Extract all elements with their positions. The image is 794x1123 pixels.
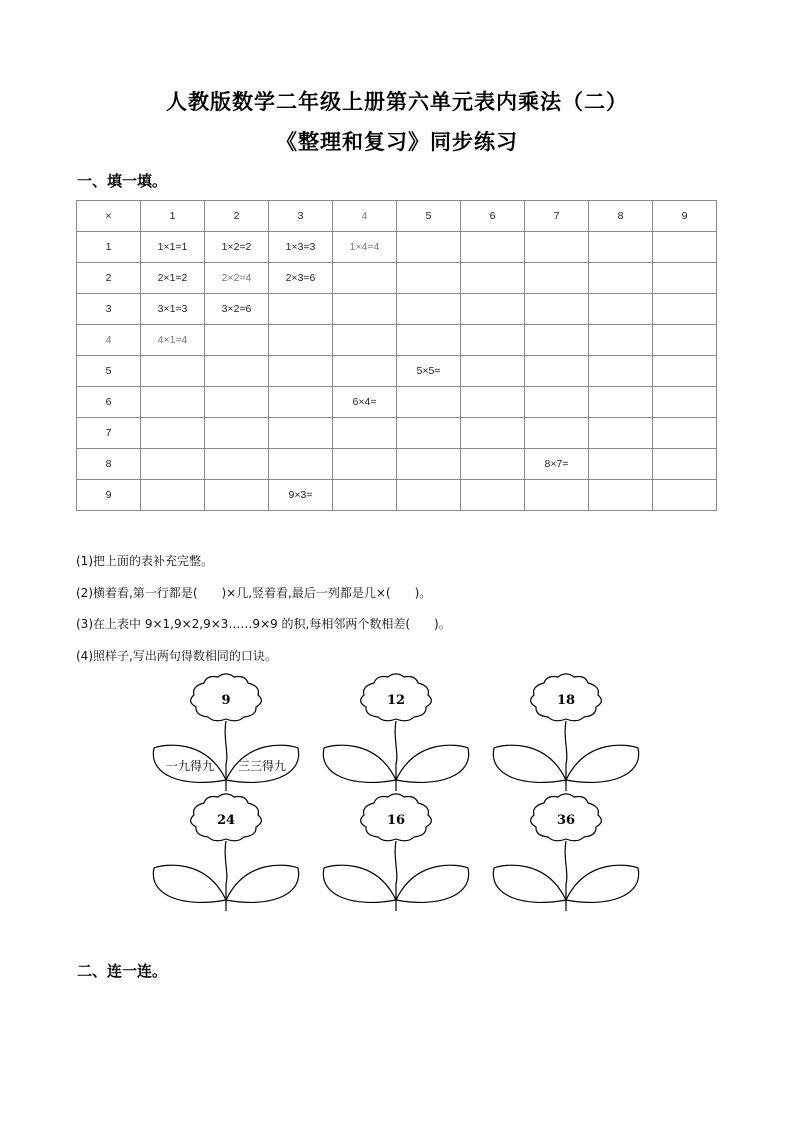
table-cell: [461, 263, 525, 294]
table-cell: [333, 294, 397, 325]
table-cell: [589, 449, 653, 480]
question-1: (1)把上面的表补充完整。: [76, 554, 213, 568]
flower-diagrams: [0, 670, 794, 920]
header-cell: 7: [525, 201, 589, 232]
table-cell: 9×3=: [269, 480, 333, 511]
table-cell: [461, 325, 525, 356]
table-cell: 2×1=2: [141, 263, 205, 294]
table-cell: [269, 356, 333, 387]
table-cell: [589, 325, 653, 356]
row-label-cell: 2: [77, 263, 141, 294]
table-cell: [653, 263, 717, 294]
right-leaf: [566, 745, 639, 782]
right-leaf: [566, 865, 639, 902]
table-cell: [653, 449, 717, 480]
table-cell: [397, 263, 461, 294]
header-cell: 5: [397, 201, 461, 232]
question-3: (3)在上表中 9×1,9×2,9×3……9×9 的积,每相邻两个数相差( )。: [76, 617, 451, 631]
table-cell: [653, 418, 717, 449]
table-cell: [269, 449, 333, 480]
question-4: (4)照样子,写出两句得数相同的口诀。: [76, 649, 277, 663]
left-leaf-text: 一九得九: [165, 759, 215, 773]
table-cell: [397, 387, 461, 418]
right-leaf: [226, 865, 299, 902]
table-cell: [653, 480, 717, 511]
flower: [493, 794, 638, 911]
row-label-cell: 5: [77, 356, 141, 387]
table-cell: [589, 356, 653, 387]
table-row: [77, 387, 717, 418]
table-cell: [333, 449, 397, 480]
question-2: (2)横着看,第一行都是( )×几,竖着看,最后一列都是几×( )。: [76, 586, 432, 600]
table-cell: [461, 232, 525, 263]
table-cell: [397, 294, 461, 325]
table-cell: [333, 263, 397, 294]
table-cell: [205, 418, 269, 449]
table-cell: 1×2=2: [205, 232, 269, 263]
flower-number: 18: [556, 693, 576, 708]
table-cell: [589, 263, 653, 294]
section-heading-fill-in: 一、填一填。: [77, 172, 168, 190]
table-cell: [141, 387, 205, 418]
flower-number: 12: [386, 693, 406, 708]
table-row: [77, 263, 717, 294]
table-header-row: [77, 201, 717, 232]
table-cell: [525, 325, 589, 356]
table-cell: 2×3=6: [269, 263, 333, 294]
table-row: [77, 232, 717, 263]
table-cell: [333, 325, 397, 356]
table-cell: [525, 232, 589, 263]
header-cell: 3: [269, 201, 333, 232]
table-cell: [397, 449, 461, 480]
left-leaf: [323, 745, 396, 782]
table-cell: [589, 232, 653, 263]
table-cell: 1×1=1: [141, 232, 205, 263]
right-leaf: [396, 745, 469, 782]
table-cell: [653, 387, 717, 418]
table-cell: [653, 232, 717, 263]
left-leaf: [323, 865, 396, 902]
table-cell: [205, 356, 269, 387]
table-cell: 3×1=3: [141, 294, 205, 325]
table-cell: [589, 387, 653, 418]
header-cell: 2: [205, 201, 269, 232]
table-cell: [269, 294, 333, 325]
table-cell: 1×4=4: [333, 232, 397, 263]
table-cell: 1×3=3: [269, 232, 333, 263]
table-cell: [525, 356, 589, 387]
table-cell: [589, 418, 653, 449]
table-cell: [653, 294, 717, 325]
right-leaf: [396, 865, 469, 902]
table-cell: [461, 418, 525, 449]
table-cell: [525, 263, 589, 294]
flower-number: 16: [386, 813, 406, 828]
flower: [153, 794, 298, 911]
table-row: [77, 480, 717, 511]
table-cell: [397, 232, 461, 263]
table-cell: [461, 387, 525, 418]
table-cell: [461, 294, 525, 325]
table-cell: [333, 418, 397, 449]
worksheet-title: 人教版数学二年级上册第六单元表内乘法（二）: [166, 89, 628, 114]
table-cell: 3×2=6: [205, 294, 269, 325]
header-cell: ×: [77, 201, 141, 232]
header-cell: 6: [461, 201, 525, 232]
header-cell: 4: [333, 201, 397, 232]
table-cell: 4×1=4: [141, 325, 205, 356]
header-cell: 1: [141, 201, 205, 232]
table-cell: [461, 356, 525, 387]
table-cell: [653, 356, 717, 387]
table-cell: [205, 325, 269, 356]
flower: [493, 674, 638, 791]
table-cell: [269, 418, 333, 449]
table-cell: [141, 449, 205, 480]
table-row: [77, 325, 717, 356]
table-cell: [141, 480, 205, 511]
table-cell: [397, 480, 461, 511]
header-cell: 8: [589, 201, 653, 232]
table-cell: [525, 387, 589, 418]
row-label-cell: 1: [77, 232, 141, 263]
table-cell: [461, 449, 525, 480]
row-label-cell: 4: [77, 325, 141, 356]
table-cell: [333, 356, 397, 387]
table-cell: [205, 387, 269, 418]
flower: [323, 794, 468, 911]
table-cell: [589, 294, 653, 325]
flower: [153, 674, 298, 791]
header-cell: 9: [653, 201, 717, 232]
table-cell: [397, 418, 461, 449]
row-label-cell: 7: [77, 418, 141, 449]
table-row: [77, 294, 717, 325]
left-leaf: [153, 865, 226, 902]
row-label-cell: 8: [77, 449, 141, 480]
section-heading-matching: 二、连一连。: [77, 962, 168, 980]
table-cell: [333, 480, 397, 511]
worksheet-subtitle: 《整理和复习》同步练习: [276, 129, 518, 154]
table-cell: 2×2=4: [205, 263, 269, 294]
flower-number: 36: [556, 813, 576, 828]
table-cell: 8×7=: [525, 449, 589, 480]
table-cell: [269, 325, 333, 356]
left-leaf: [493, 865, 566, 902]
flower: [323, 674, 468, 791]
table-row: [77, 449, 717, 480]
table-cell: 5×5=: [397, 356, 461, 387]
table-cell: [205, 449, 269, 480]
right-leaf-text: 三三得九: [237, 759, 287, 773]
table-cell: [205, 480, 269, 511]
row-label-cell: 6: [77, 387, 141, 418]
table-cell: [461, 480, 525, 511]
table-row: [77, 418, 717, 449]
table-cell: [525, 294, 589, 325]
table-cell: [525, 418, 589, 449]
table-cell: [525, 480, 589, 511]
table-cell: [397, 325, 461, 356]
multiplication-table: [76, 200, 717, 511]
flower-number: 24: [216, 813, 236, 828]
left-leaf: [493, 745, 566, 782]
row-label-cell: 3: [77, 294, 141, 325]
table-cell: [589, 480, 653, 511]
table-cell: [141, 418, 205, 449]
table-row: [77, 356, 717, 387]
table-cell: [653, 325, 717, 356]
row-label-cell: 9: [77, 480, 141, 511]
flower-number: 9: [221, 693, 231, 708]
table-cell: [141, 356, 205, 387]
table-cell: 6×4=: [333, 387, 397, 418]
table-cell: [269, 387, 333, 418]
